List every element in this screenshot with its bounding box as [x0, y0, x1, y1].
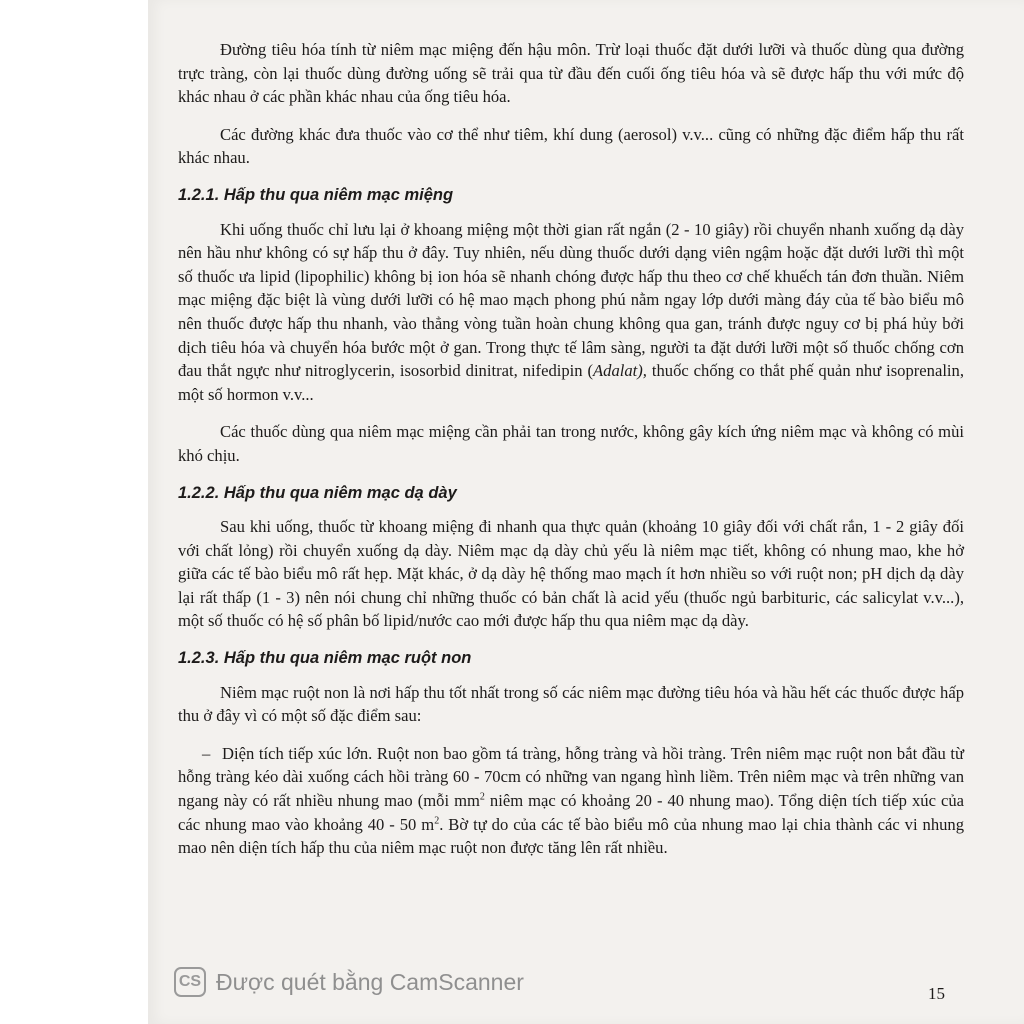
book-page: [148, 0, 1024, 1024]
section-1-2-3-bullet-1: [178, 742, 964, 860]
superscript: 2: [479, 791, 485, 803]
intro-paragraph-1: Đường tiêu hóa tính từ niêm mạc miệng đến hậu môn. Trừ loại thuốc đặt dưới lưỡi và thuốc dùng qua đường trực tràng, còn lại thuốc dùng đường uống sẽ trải qua từ đầu đến cuối ống tiêu hóa và sẽ được hấp thu với mức độ khác nhau ở các phần khác nhau của ống tiêu hóa.: [178, 40, 964, 107]
intro-paragraph-2: Các đường khác đưa thuốc vào cơ thể như tiêm, khí dung (aerosol) v.v... cũng có những đặc điểm hấp thu rất khác nhau.: [178, 124, 964, 168]
italic-text-run: Adalat),: [593, 361, 647, 381]
section-heading-1-2-2: 1.2.2. Hấp thu qua niêm mạc dạ dày: [178, 483, 457, 502]
page-number: 15: [928, 984, 945, 1003]
bullet-dash: –: [202, 743, 211, 763]
page-content: [178, 38, 964, 860]
section-1-2-2-paragraph-1: Sau khi uống, thuốc từ khoang miệng đi nhanh qua thực quản (khoảng 10 giây đối với chất rắn, 1 - 2 giây đối với chất lỏng) rồi chuyển xuống dạ dày. Niêm mạc dạ dày chủ yếu là niêm mạc tiết, không có nhung mao, khe hở giữa các tế bào biểu mô rất hẹp. Mặt khác, ở dạ dày hệ thống mao mạch ít hơn nhiều so với ruột non; pH dịch dạ dày lại rất thấp (1 - 3) nên nói chung chỉ những thuốc có bản chất là acid yếu (thuốc ngủ barbituric, các salicylat v.v...), một số thuốc có hệ số phân bố lipid/nước cao mới được hấp thu qua niêm mạc dạ dày.: [178, 517, 964, 631]
text-run: Khi uống thuốc chỉ lưu lại ở khoang miệng một thời gian rất ngắn (2 - 10 giây) rồi chuyển nhanh xuống dạ dày nên hầu như không có sự hấp thu ở đây. Tuy nhiên, nếu dùng thuốc dưới dạng viên ngậm hoặc đặt dưới lưỡi thì một số thuốc ưa lipid (lipophilic) không bị ion hóa sẽ nhanh chóng được hấp thu theo cơ chế khuếch tán đơn thuần. Niêm mạc miệng đặc biệt là vùng dưới lưỡi có hệ mao mạch phong phú nằm ngay lớp dưới màng đáy của tế bào biểu mô nên thuốc được hấp thu nhanh, vào thẳng vòng tuần hoàn chung không qua gan, tránh được nguy cơ bị phá hủy bởi dịch tiêu hóa và chuyển hóa bước một ở gan. Trong thực tế lâm sàng, người ta đặt dưới lưỡi một số thuốc chống cơn đau thắt ngực như nitroglycerin, isosorbid dinitrat, nifedipin (: [178, 219, 964, 381]
section-1-2-1-paragraph-2: Các thuốc dùng qua niêm mạc miệng cần phải tan trong nước, không gây kích ứng niêm mạc và không có mùi khó chịu.: [178, 422, 964, 465]
camscanner-logo-icon: CS: [174, 967, 206, 997]
text-run: Diện tích tiếp xúc lớn. Ruột non bao gồm tá tràng, hỗng tràng và hồi tràng. Trên niêm mạc ruột non bắt đầu từ hỗng tràng kéo dài xuống cách hồi tràng 60 - 70cm có những van ngang hình liềm. Trên niêm mạc và trên những van ngang này có rất nhiều nhung mao (mỗi mm: [178, 743, 964, 811]
superscript: 2: [434, 815, 440, 827]
camscanner-watermark: [174, 964, 524, 1000]
section-heading-1-2-3: 1.2.3. Hấp thu qua niêm mạc ruột non: [178, 649, 472, 668]
section-heading-1-2-1: 1.2.1. Hấp thu qua niêm mạc miệng: [178, 185, 454, 204]
section-1-2-1-paragraph-1: [178, 218, 964, 407]
watermark-text: Được quét bằng CamScanner: [216, 968, 524, 995]
section-1-2-3-paragraph-1: Niêm mạc ruột non là nơi hấp thu tốt nhất trong số các niêm mạc đường tiêu hóa và hầu hết các thuốc được hấp thu ở đây vì có một số đặc điểm sau:: [178, 682, 964, 726]
text-run: niêm mạc có khoảng 20 - 40 nhung mao). Tổng diện tích tiếp xúc của các nhung mao vào khoảng 40 - 50 m: [178, 791, 965, 834]
text-run: . Bờ tự do của các tế bào biểu mô của nhung mao lại chia thành các vi nhung mao nên diện tích hấp thu của niêm mạc ruột non được tăng lên rất nhiều.: [178, 814, 965, 858]
text-run: thuốc chống co thắt phế quản như isoprenalin, một số hormon v.v...: [178, 361, 964, 404]
